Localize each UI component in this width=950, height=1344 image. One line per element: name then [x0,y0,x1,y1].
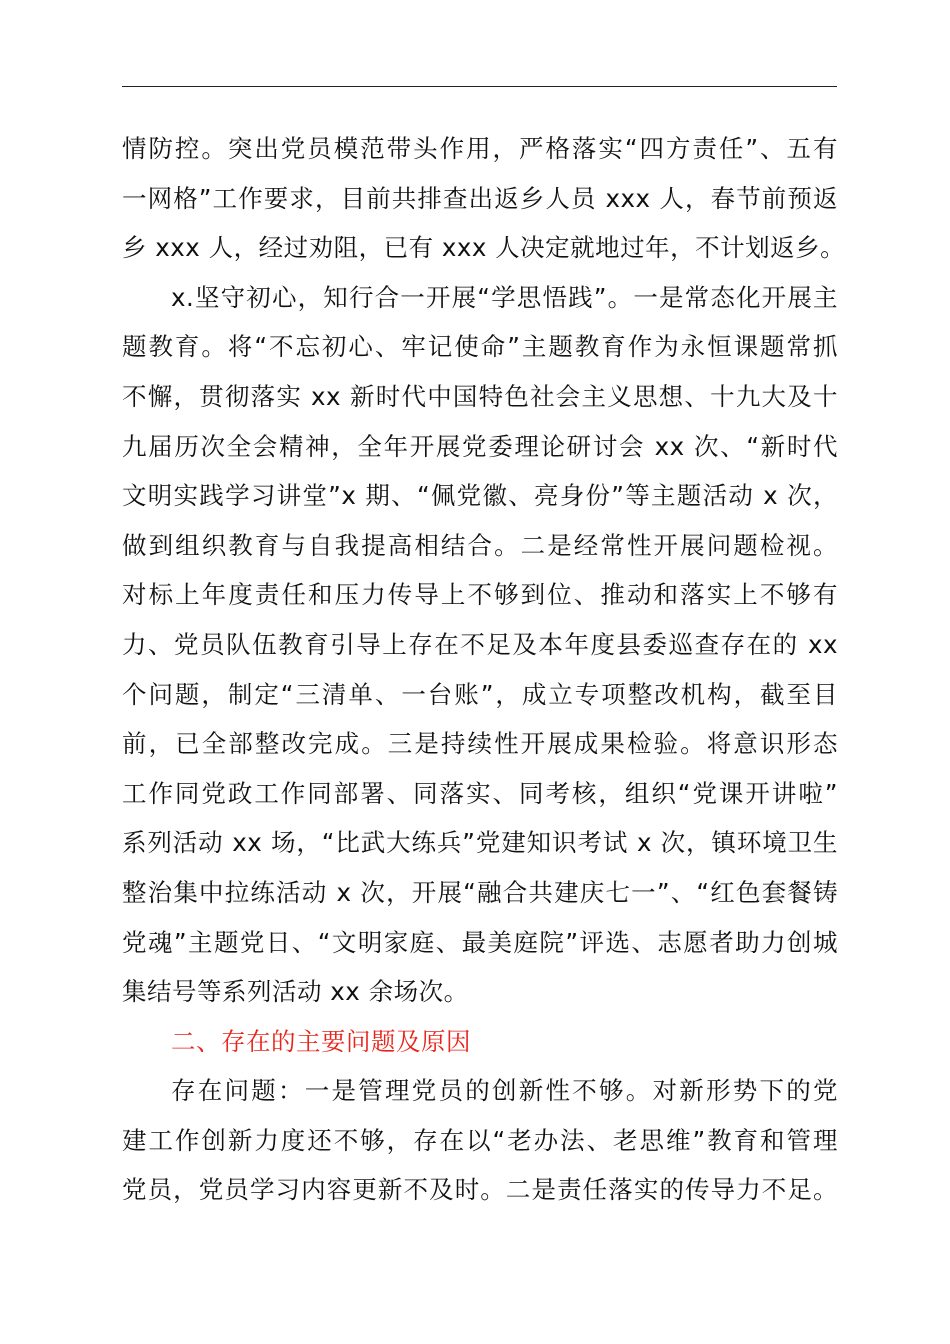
text-line: 不懈，贯彻落实 xx 新时代中国特色社会主义思想、十九大及十 [122,381,838,411]
text-line: 个问题，制定“三清单、一台账”，成立专项整改机构，截至目 [122,679,838,709]
text-line: 党员，党员学习内容更新不及时。二是责任落实的传导力不足。 [122,1175,838,1205]
text-line: 整治集中拉练活动 x 次，开展“融合共建庆七一”、“红色套餐铸 [122,877,838,907]
text-line: 力、党员队伍教育引导上存在不足及本年度县委巡查存在的 xx [122,629,838,659]
text-line: 九届历次全会精神，全年开展党委理论研讨会 xx 次、“新时代 [122,431,838,461]
text-line: 集结号等系列活动 xx 余场次。 [122,977,469,1007]
text-line: 党魂”主题党日、“文明家庭、最美庭院”评选、志愿者助力创城 [122,927,838,957]
text-line: 情防控。突出党员模范带头作用，严格落实“四方责任”、五有 [122,134,838,163]
paragraph-start-line: x.坚守初心，知行合一开展“学思悟践”。一是常态化开展主 [171,282,838,312]
text-line: 乡 xxx 人，经过劝阻，已有 xxx 人决定就地过年，不计划返乡。 [122,233,846,263]
header-rule [122,86,837,87]
text-line: 题教育。将“不忘初心、牢记使命”主题教育作为永恒课题常抓 [122,332,838,362]
text-line: 前，已全部整改完成。三是持续性开展成果检验。将意识形态 [122,729,838,759]
text-line: 工作同党政工作同部署、同落实、同考核，组织“党课开讲啦” [122,778,838,808]
text-line: 系列活动 xx 场，“比武大练兵”党建知识考试 x 次，镇环境卫生 [122,828,838,858]
text-line: 一网格”工作要求，目前共排查出返乡人员 xxx 人，春节前预返 [122,183,838,213]
section-heading: 二、存在的主要问题及原因 [171,1026,471,1056]
text-line: 做到组织教育与自我提高相结合。二是经常性开展问题检视。 [122,530,838,560]
text-line: 对标上年度责任和压力传导上不够到位、推动和落实上不够有 [122,580,838,610]
text-line: 建工作创新力度还不够，存在以“老办法、老思维”教育和管理 [122,1125,838,1155]
text-line: 文明实践学习讲堂”x 期、“佩党徽、亮身份”等主题活动 x 次， [122,481,838,511]
document-body [122,124,846,1215]
paragraph-start-line: 存在问题：一是管理党员的创新性不够。对新形势下的党 [171,1076,838,1106]
